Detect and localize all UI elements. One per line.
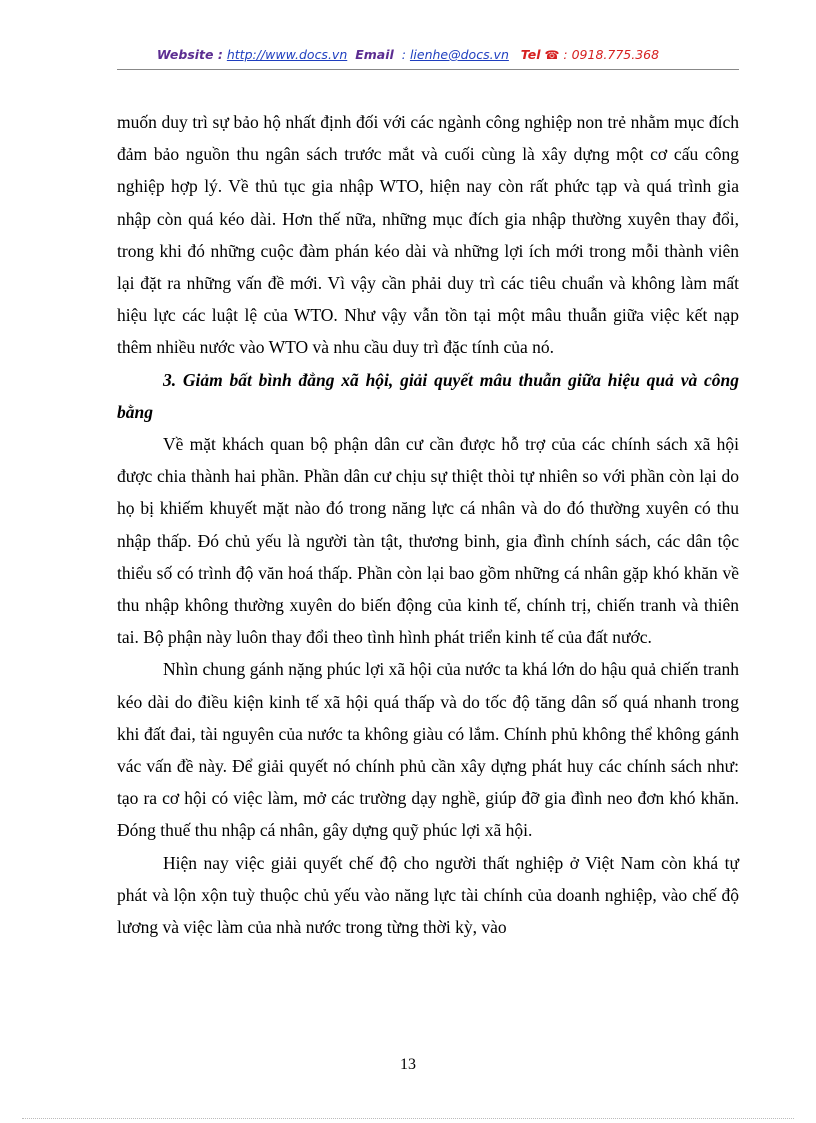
page-number: 13	[400, 1056, 416, 1073]
email-link[interactable]: lienhe@docs.vn	[409, 47, 509, 62]
section-heading: 3. Giảm bất bình đẳng xã hội, giải quyết mâu thuẫn giữa hiệu quả và công bằng	[117, 369, 739, 422]
email-separator: :	[401, 47, 406, 62]
bottom-divider	[22, 1118, 794, 1119]
phone-icon: ☎	[544, 48, 560, 62]
header-divider	[117, 69, 739, 70]
paragraph: Về mặt khách quan bộ phận dân cư cần được hỗ trợ của các chính sách xã hội được chia thành hai phần. Phần dân cư chịu sự thiệt thòi tự nhiên so với phần còn lại do họ bị khiếm khuyết mặt nào đó trong năng lực cá nhân và do đó thường xuyên có thu nhập thấp. Đó chủ yếu là người tàn tật, thương binh, gia đình chính sách, các dân tộc thiểu số có trình độ văn hoá thấp. Phần còn lại bao gồm những cá nhân gặp khó khăn về thu nhập không thường xuyên do biến động của kinh tế, chính trị, chiến tranh và thiên tai. Bộ phận này luôn thay đổi theo tình hình phát triển kinh tế của đất nước.	[117, 434, 739, 648]
paragraph: Hiện nay việc giải quyết chế độ cho người thất nghiệp ở Việt Nam còn khá tự phát và lộn xộn tuỳ thuộc chủ yếu vào năng lực tài chính của doanh nghiệp, vào chế độ lương và việc làm của nhà nước trong từng thời kỳ, vào	[117, 852, 739, 938]
website-label: Website :	[156, 47, 223, 62]
page-header	[0, 47, 816, 62]
phone-number: : 0918.775.368	[563, 47, 660, 62]
tel-label: Tel	[520, 47, 541, 62]
document-body	[117, 106, 739, 943]
paragraph: Nhìn chung gánh nặng phúc lợi xã hội của nước ta khá lớn do hậu quả chiến tranh kéo dài do điều kiện kinh tế xã hội quá thấp và do tốc độ tăng dân số quá nhanh trong khi đất đai, tài nguyên của nước ta không giàu có lắm. Chính phủ không thể không gánh vác vấn đề này. Để giải quyết nó chính phủ cần xây dựng phát huy các chính sách như: tạo ra cơ hội có việc làm, mở các trường dạy nghề, giúp đỡ gia đình neo đơn khó khăn. Đóng thuế thu nhập cá nhân, gây dựng quỹ phúc lợi xã hội.	[117, 659, 739, 841]
website-link[interactable]: http://www.docs.vn	[226, 47, 348, 62]
paragraph-continuation: muốn duy trì sự bảo hộ nhất định đối với các ngành công nghiệp non trẻ nhằm mục đích đảm bảo nguồn thu ngân sách trước mắt và cuối cùng là xây dựng một cơ cấu công nghiệp hợp lý. Về thủ tục gia nhập WTO, hiện nay còn rất phức tạp và quá trình gia nhập còn quá kéo dài. Hơn thế nữa, những mục đích gia nhập thường xuyên thay đổi, trong khi đó những cuộc đàm phán kéo dài và những lợi ích mới trong mỗi thành viên lại đặt ra những vấn đề mới. Vì vậy cần phải duy trì các tiêu chuẩn và không làm mất hiệu lực các luật lệ của WTO. Như vậy vẫn tồn tại một mâu thuẫn giữa việc kết nạp thêm nhiều nước vào WTO và nhu cầu duy trì đặc tính của nó.	[117, 112, 739, 358]
email-label: Email	[355, 47, 394, 62]
